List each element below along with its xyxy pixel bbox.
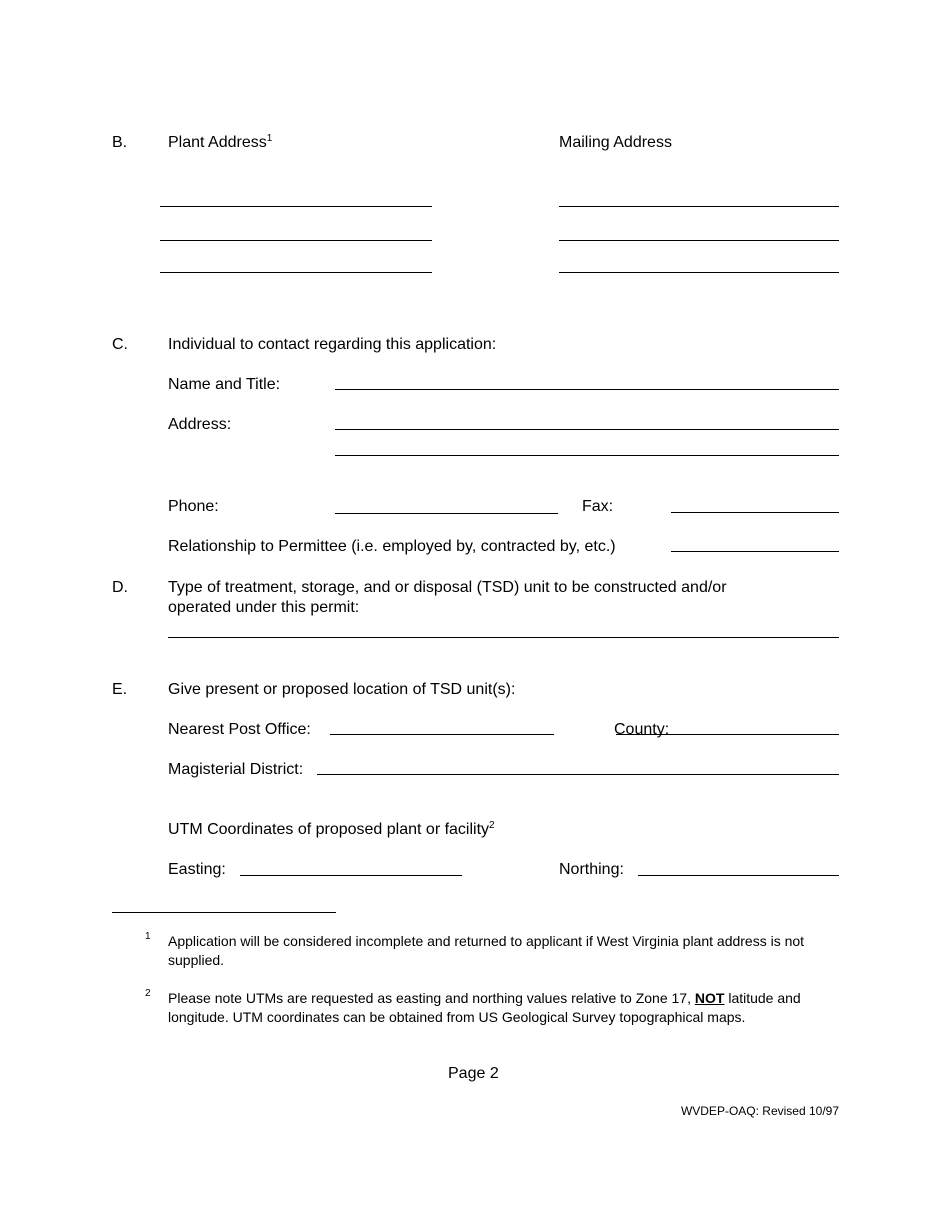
footnote-ref-2: 2 <box>489 820 495 831</box>
fax-field[interactable] <box>671 512 839 513</box>
footnote-2-emphasis: NOT <box>694 990 725 1006</box>
footnote-1-text: Application will be considered incomplete and returned to applicant if West Virginia plant address is not supplied. <box>168 933 805 968</box>
phone-label: Phone: <box>168 498 219 515</box>
phone-field[interactable] <box>335 513 558 514</box>
plant-address-label <box>168 133 272 153</box>
magisterial-label: Magisterial District: <box>168 761 304 778</box>
fax-label: Fax: <box>582 498 614 515</box>
section-b-letter: B. <box>112 134 128 151</box>
contact-address-field-2[interactable] <box>335 455 839 456</box>
county-field[interactable] <box>616 734 839 735</box>
footnote-2-part-2: latitude and longitude. UTM coordinates can be obtained from US Geological Survey topographical maps. <box>168 990 801 1025</box>
mailing-address-line-2[interactable] <box>559 240 839 241</box>
utm-label <box>168 820 495 840</box>
post-office-label: Nearest Post Office: <box>168 721 311 738</box>
name-title-label: Name and Title: <box>168 376 281 393</box>
plant-address-text: Plant Address <box>168 134 267 151</box>
easting-field[interactable] <box>240 875 462 876</box>
footnote-2-part-1: Please note UTMs are requested as easting and northing values relative to Zone 17, <box>168 990 695 1006</box>
location-heading: Give present or proposed location of TSD unit(s): <box>168 681 516 698</box>
post-office-field[interactable] <box>330 734 554 735</box>
footnote-ref-1: 1 <box>266 133 273 144</box>
contact-address-field-1[interactable] <box>335 429 839 430</box>
section-e-letter: E. <box>112 681 128 698</box>
revision-stamp: WVDEP-OAQ: Revised 10/97 <box>680 1104 839 1118</box>
footnote-2-text <box>168 989 808 1027</box>
plant-address-line-3[interactable] <box>160 272 432 273</box>
contact-address-label: Address: <box>168 416 232 433</box>
utm-text: UTM Coordinates of proposed plant or facility <box>168 821 490 838</box>
plant-address-line-1[interactable] <box>160 206 432 207</box>
page-number: Page 2 <box>448 1065 499 1082</box>
magisterial-field[interactable] <box>317 774 839 775</box>
relationship-label: Relationship to Permittee (i.e. employed by, contracted by, etc.) <box>168 538 616 555</box>
relationship-field[interactable] <box>671 551 839 552</box>
footnote-1-number: 1 <box>145 931 151 942</box>
footnote-separator <box>112 912 336 913</box>
plant-address-line-2[interactable] <box>160 240 432 241</box>
footnote-2-number: 2 <box>145 988 151 999</box>
tsd-type-line-2: operated under this permit: <box>168 599 360 616</box>
contact-heading: Individual to contact regarding this application: <box>168 336 497 353</box>
easting-label: Easting: <box>168 861 226 878</box>
northing-field[interactable] <box>638 875 839 876</box>
county-label: County: <box>614 721 670 738</box>
section-d-letter: D. <box>112 579 128 596</box>
mailing-address-line-1[interactable] <box>559 206 839 207</box>
tsd-type-field[interactable] <box>168 637 839 638</box>
mailing-address-label: Mailing Address <box>559 134 672 151</box>
northing-label: Northing: <box>559 861 624 878</box>
mailing-address-line-3[interactable] <box>559 272 839 273</box>
name-title-field[interactable] <box>335 389 839 390</box>
tsd-type-line-1: Type of treatment, storage, and or disposal (TSD) unit to be constructed and/or <box>168 579 727 596</box>
section-c-letter: C. <box>112 336 128 353</box>
